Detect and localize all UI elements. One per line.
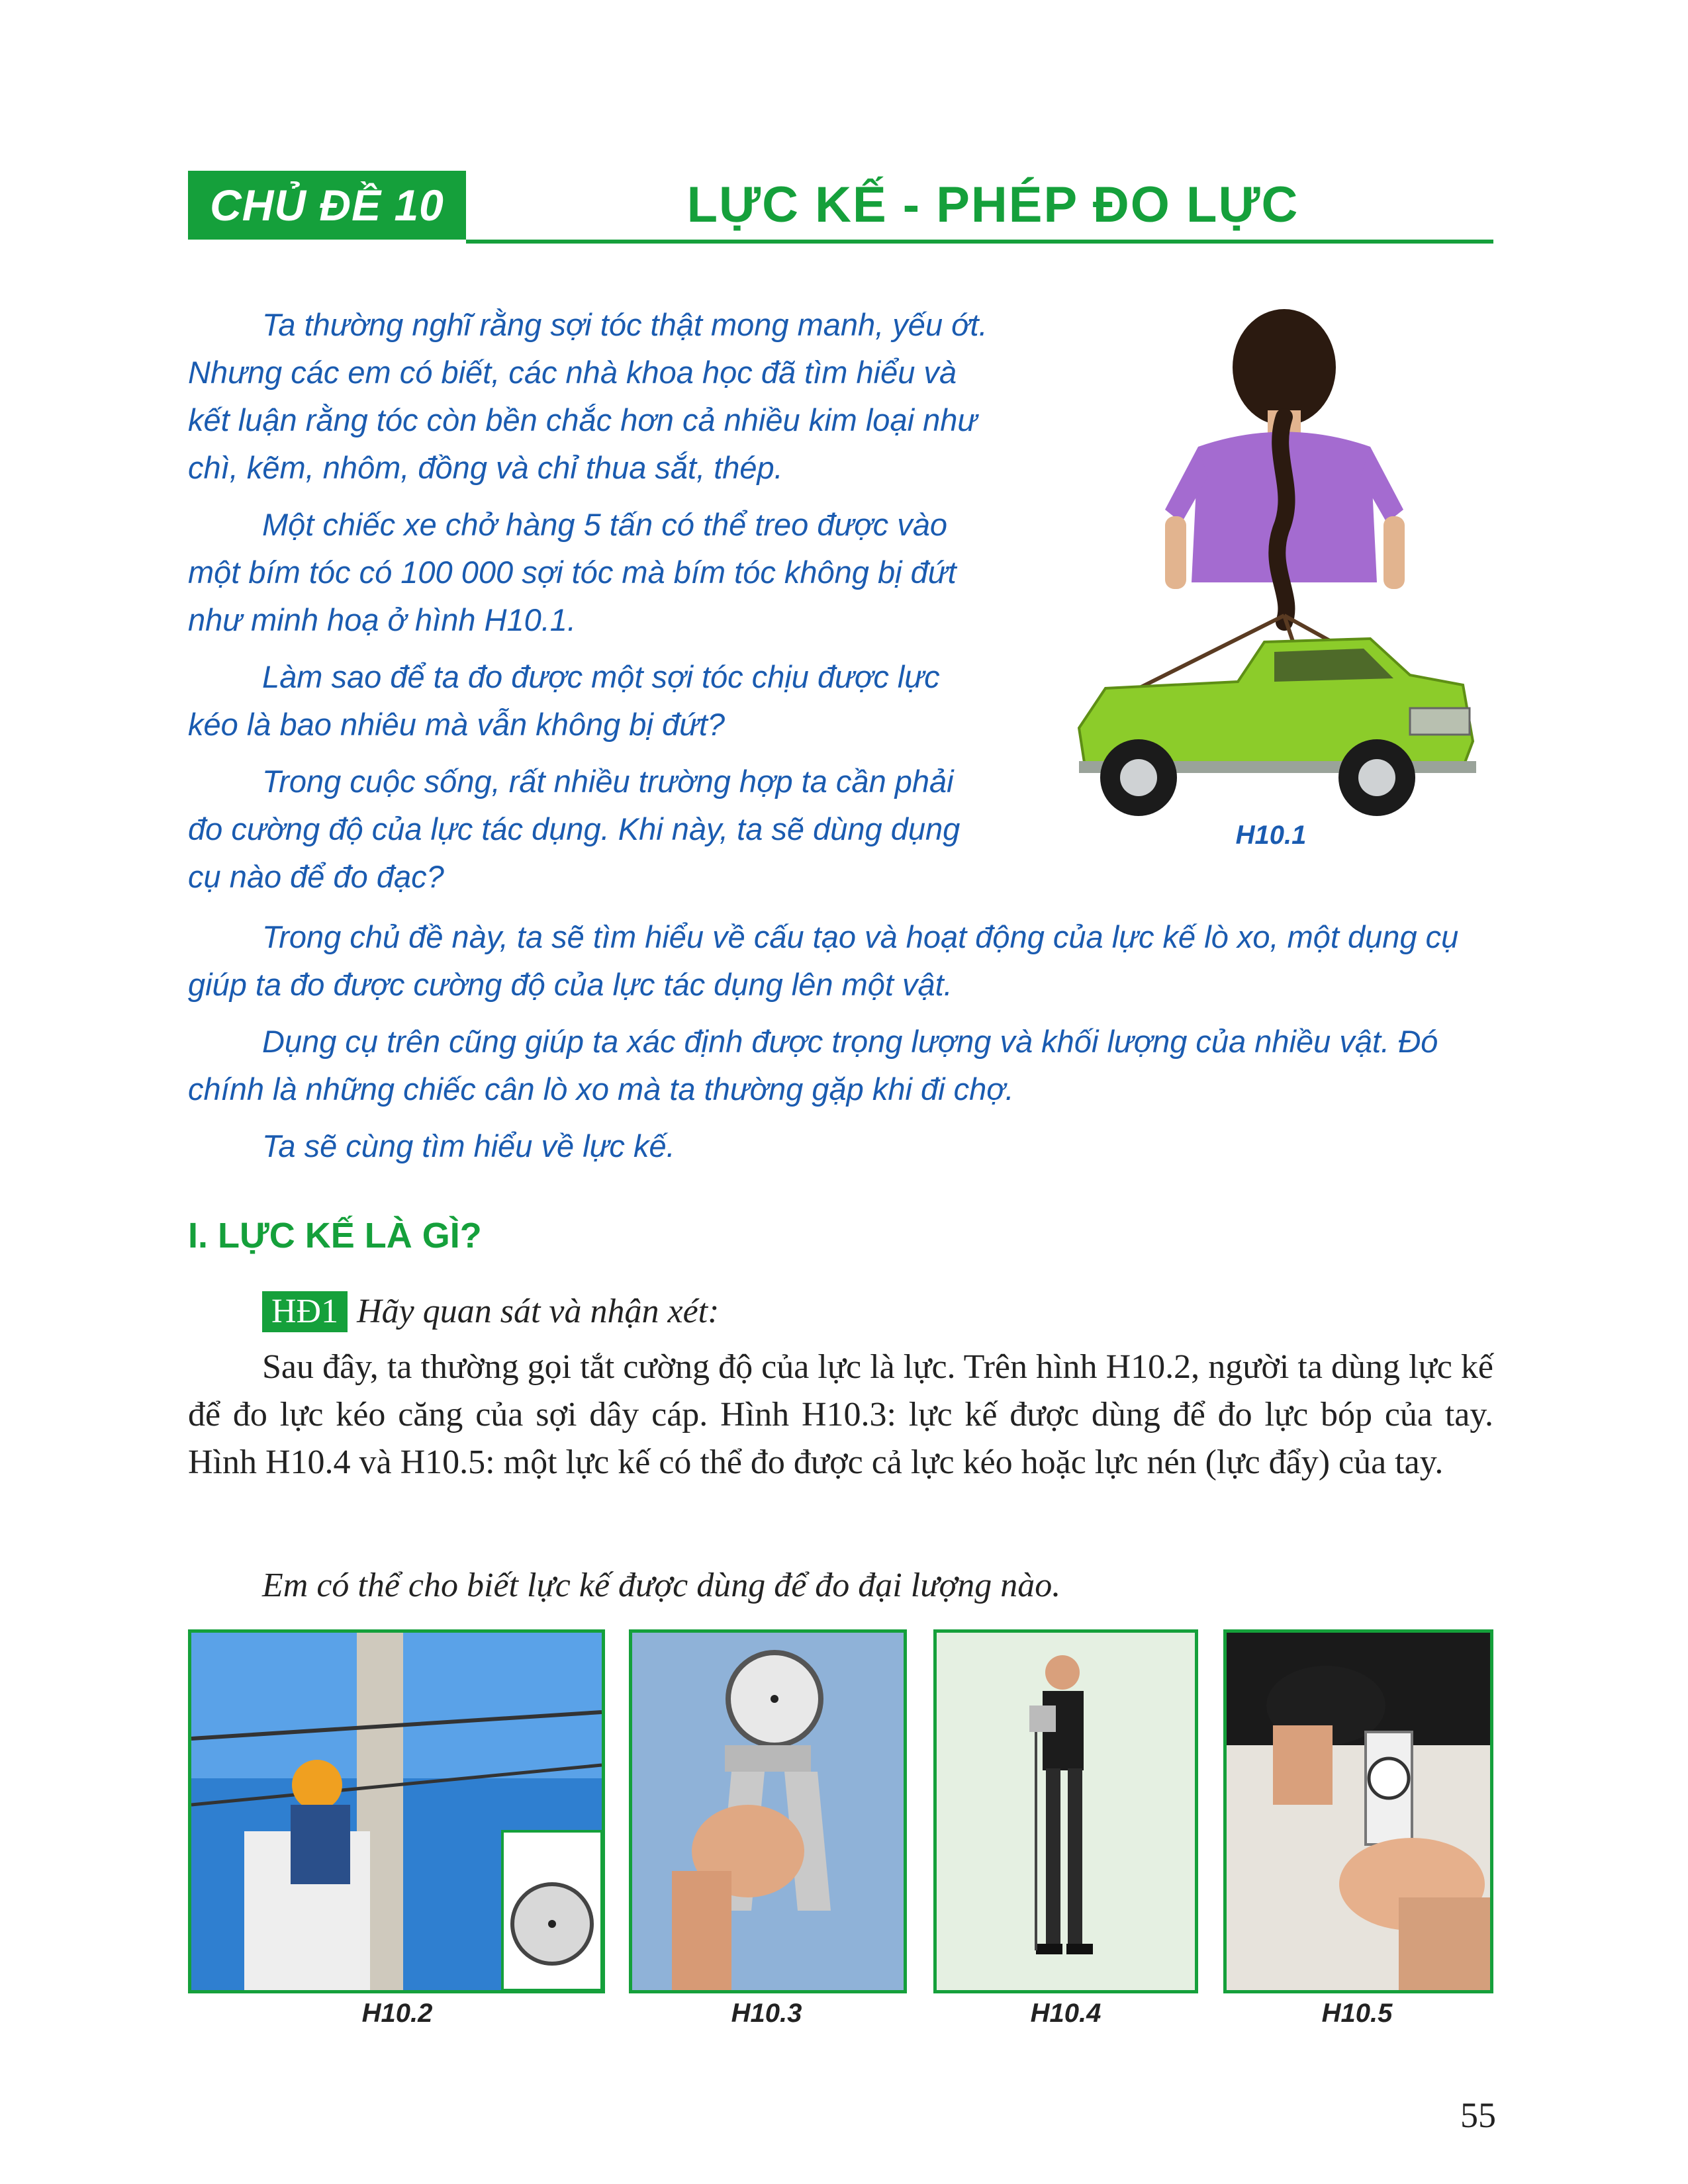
chapter-header	[188, 171, 1493, 244]
photo-knee-push	[1223, 1629, 1493, 1993]
header-rule	[466, 240, 1493, 244]
standing-man-illustration	[937, 1633, 1195, 1990]
girl-truck-illustration	[1066, 304, 1483, 854]
photo-standing-man	[933, 1629, 1198, 1993]
photo-lineman-cable	[188, 1629, 605, 1993]
intro-paragraph: Ta thường nghĩ rằng sợi tóc thật mong manh, yếu ớt. Nhưng các em có biết, các nhà khoa học đã tìm hiểu và kết luận rằng tóc còn bền chắc hơn cả nhiều kim loại như chì, kẽm, nhôm, đồng và chỉ thua sắt, thép.	[188, 307, 988, 485]
intro-paragraph: Dụng cụ trên cũng giúp ta xác định được trọng lượng và khối lượng của nhiều vật. Đó chính là những chiếc cân lò xo mà ta thường gặp khi đi chợ.	[188, 1024, 1438, 1107]
intro-paragraph: Trong chủ đề này, ta sẽ tìm hiểu về cấu tạo và hoạt động của lực kế lò xo, một dụng cụ giúp ta đo được cường độ của lực tác dụng lên một vật.	[188, 919, 1459, 1002]
intro-paragraph: Trong cuộc sống, rất nhiều trường hợp ta cần phải đo cường độ của lực tác dụng. Khi này, ta sẽ dùng dụng cụ nào để đo đạc?	[188, 764, 961, 894]
intro-paragraph: Làm sao để ta đo được một sợi tóc chịu được lực kéo là bao nhiêu mà vẫn không bị đứt?	[188, 659, 940, 742]
photo-caption: H10.4	[1030, 1999, 1102, 2028]
knee-push-illustration	[1227, 1633, 1490, 1990]
activity-prompt: Hãy quan sát và nhận xét:	[357, 1293, 720, 1330]
section-question: Em có thể cho biết lực kế được dùng để đo đại lượng nào.	[262, 1567, 1061, 1604]
page-number: 55	[1460, 2095, 1496, 2135]
intro-paragraph: Một chiếc xe chở hàng 5 tấn có thể treo được vào một bím tóc có 100 000 sợi tóc mà bím tóc không bị đứt như minh hoạ ở hình H10.1.	[188, 507, 957, 637]
activity-badge: HĐ1	[262, 1291, 348, 1332]
figure-caption: H10.1	[1235, 821, 1307, 850]
photo-hand-dynamometer	[629, 1629, 907, 1993]
lineman-illustration	[191, 1633, 602, 1990]
section-heading: I. LỰC KẾ LÀ GÌ?	[188, 1216, 482, 1255]
intro-wide-column	[188, 913, 1493, 1179]
activity-line	[262, 1291, 719, 1333]
chapter-label: CHỦ ĐỀ 10	[188, 171, 466, 240]
chapter-title: LỰC KẾ - PHÉP ĐO LỰC	[686, 177, 1299, 233]
intro-paragraph: Ta sẽ cùng tìm hiểu về lực kế.	[262, 1128, 675, 1163]
photo-caption: H10.3	[731, 1999, 802, 2028]
photo-caption: H10.5	[1321, 1999, 1393, 2028]
photo-caption: H10.2	[361, 1999, 433, 2028]
hand-grip-illustration	[632, 1633, 904, 1990]
figure-girl-truck	[1066, 304, 1483, 854]
section-body: Sau đây, ta thường gọi tắt cường độ của lực là lực. Trên hình H10.2, người ta dùng lực kế để đo lực kéo căng của sợi dây cáp. Hình H10.3: lực kế được dùng để đo lực bóp của tay. Hình H10.4 và H10.5: một lực kế có thể đo được cả lực kéo hoặc lực nén (lực đẩy) của tay.	[188, 1348, 1493, 1481]
intro-column	[188, 301, 989, 910]
